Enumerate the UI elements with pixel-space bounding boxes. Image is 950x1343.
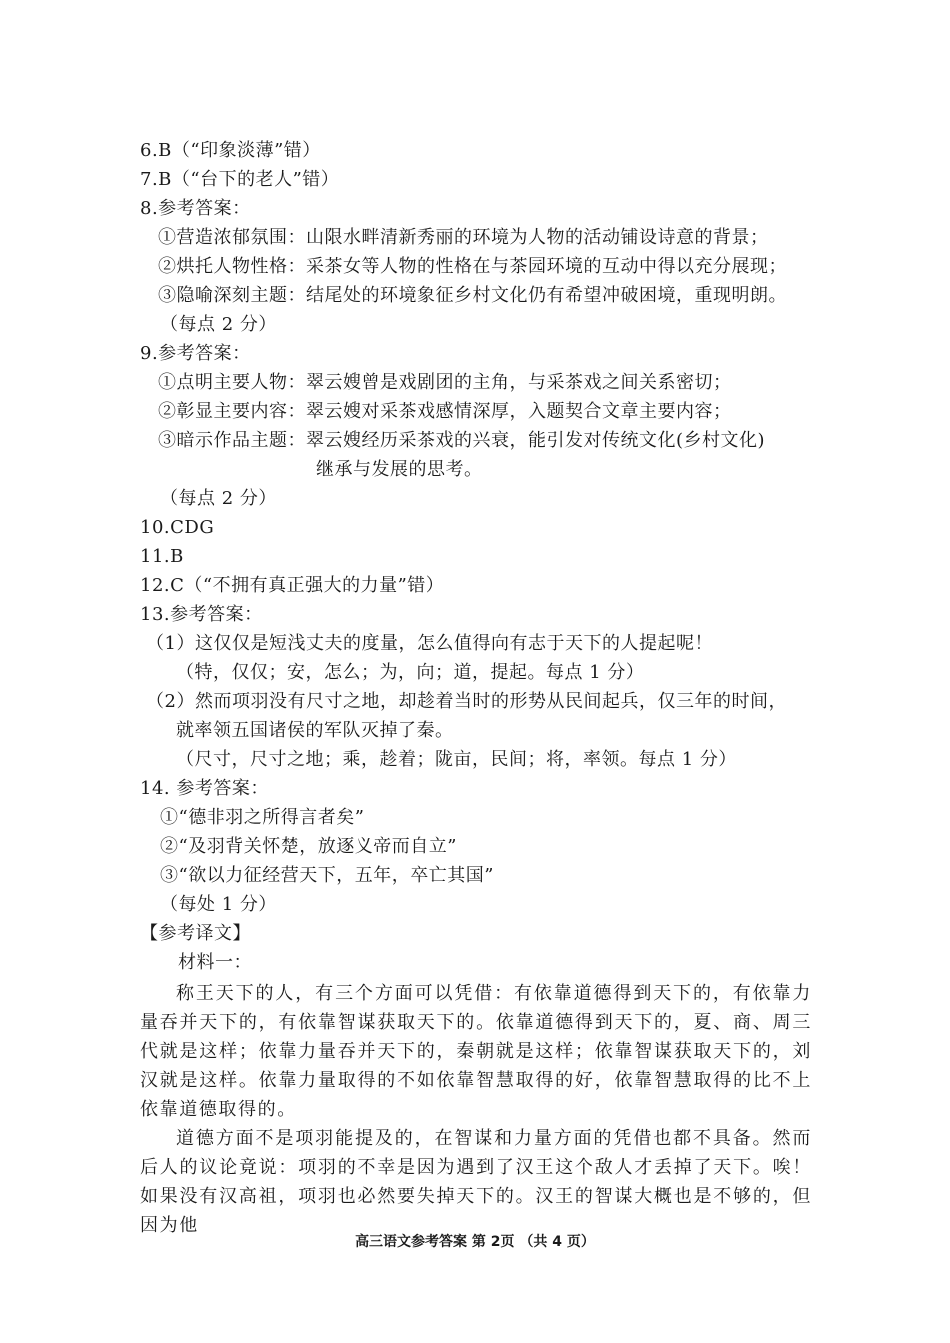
answer-q7: 7.B（“台下的老人”错） [140,169,340,190]
q9-point-2: ②彰显主要内容：翠云嫂对采茶戏感情深厚，入题契合文章主要内容； [158,401,732,422]
answer-q10: 10.CDG [140,517,215,538]
q13-item-2-note: （尺寸，尺寸之地；乘，趁着；陇亩，民间；将，率领。每点 1 分） [176,749,737,770]
q13-item-1-note: （特，仅仅；安，怎么；为，向；道，提起。每点 1 分） [176,662,645,683]
page-footer: 高三语文参考答案 第 2页 （共 4 页） [355,1234,595,1250]
q9-point-3-continued: 继承与发展的思考。 [316,459,483,480]
translation-paragraph-1: 称王天下的人，有三个方面可以凭借：有依靠道德得到天下的，有依靠力量吞并天下的，有依靠智谋获取天下的。依靠道德得到天下的，夏、商、周三代就是这样；依靠力量吞并天下的，秦朝就是这样；依靠智谋获取天下的，刘汉就是这样。依靠力量取得的不如依靠智慧取得的好，依靠智慧取得的比不上依靠道德取得的。 [140,983,812,1120]
answer-q12: 12.C（“不拥有真正强大的力量”错） [140,575,445,596]
q8-heading: 8.参考答案： [140,198,251,219]
q8-point-3: ③隐喻深刻主题：结尾处的环境象征乡村文化仍有希望冲破困境，重现明朗。 [158,285,787,306]
q9-point-1: ①点明主要人物：翠云嫂曾是戏剧团的主角，与采茶戏之间关系密切； [158,372,732,393]
material-one-label: 材料一： [178,952,252,973]
translation-title: 【参考译文】 [140,923,251,944]
q13-item-1: （1）这仅仅是短浅丈夫的度量，怎么值得向有志于天下的人提起呢！ [146,633,713,654]
translation-paragraph-2: 道德方面不是项羽能提及的，在智谋和力量方面的凭借也都不具备。然而后人的议论竟说：项羽的不幸是因为遇到了汉王这个敌人才丢掉了天下。唉！如果没有汉高祖，项羽也必然要失掉天下的。汉王的智谋大概也是不够的，但因为他 [140,1128,812,1236]
answer-q11: 11.B [140,546,184,567]
q8-point-1: ①营造浓郁氛围：山限水畔清新秀丽的环境为人物的活动铺设诗意的背景； [158,227,769,248]
q14-point-2: ②“及羽背关怀楚，放逐义帝而自立” [160,836,457,857]
q13-item-2-continued: 就率领五国诸侯的军队灭掉了秦。 [176,720,454,741]
answer-q6: 6.B（“印象淡薄”错） [140,140,321,161]
q14-heading: 14. 参考答案： [140,778,269,799]
q9-point-3: ③暗示作品主题：翠云嫂经历采茶戏的兴衰，能引发对传统文化(乡村文化) [158,430,766,451]
q14-score-note: （每处 1 分） [160,894,277,915]
q9-heading: 9.参考答案： [140,343,251,364]
q9-score-note: （每点 2 分） [160,488,277,509]
q14-point-1: ①“德非羽之所得言者矣” [160,807,365,828]
q8-point-2: ②烘托人物性格：采茶女等人物的性格在与茶园环境的互动中得以充分展现； [158,256,787,277]
q14-point-3: ③“欲以力征经营天下，五年，卒亡其国” [160,865,494,886]
q13-heading: 13.参考答案： [140,604,263,625]
q13-item-2: （2）然而项羽没有尺寸之地，却趁着当时的形势从民间起兵，仅三年的时间， [146,691,787,712]
q8-score-note: （每点 2 分） [160,314,277,335]
